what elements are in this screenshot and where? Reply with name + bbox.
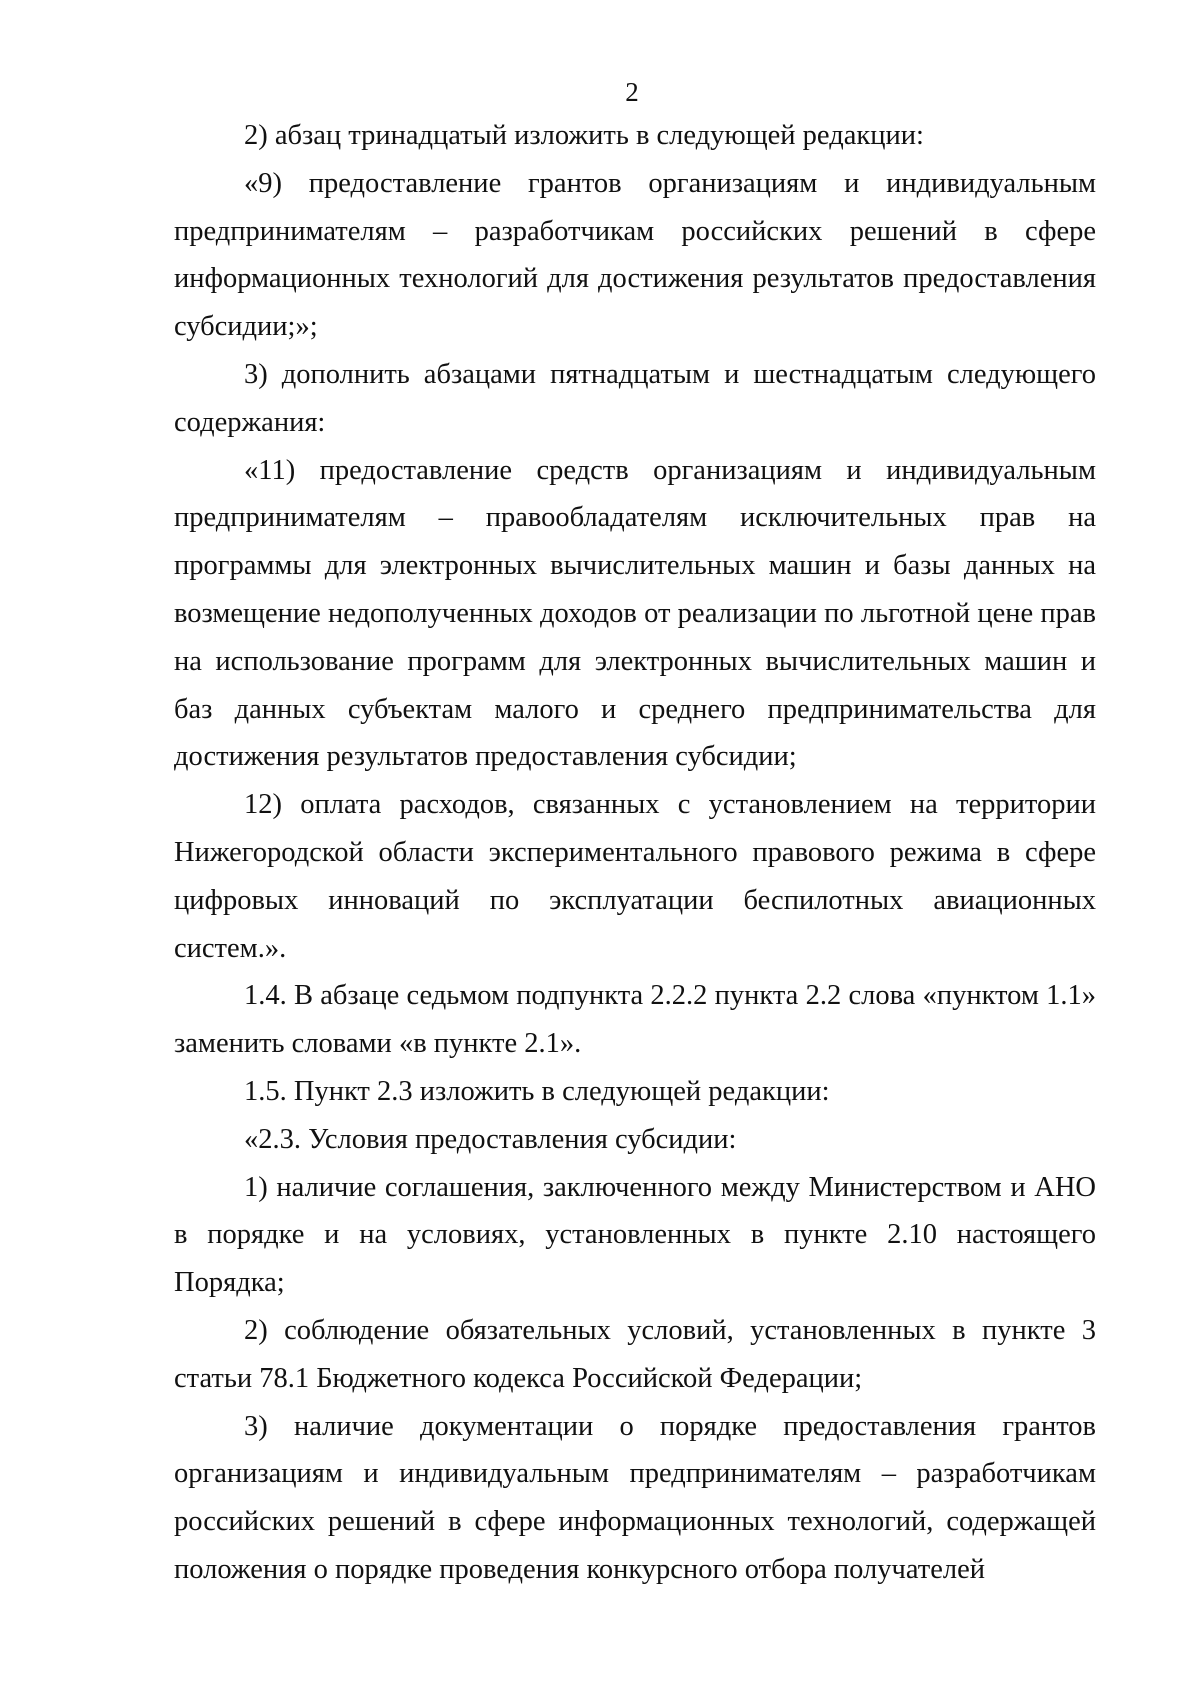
paragraph-1-4: 1.4. В абзаце седьмом подпункта 2.2.2 пункта 2.2 слова «пунктом 1.1» заменить словами «в пункте 2.1».: [174, 980, 1096, 1060]
paragraph-condition-3: 3) наличие документации о порядке предоставления грантов организациям и индивидуальным предпринимателям – разработчикам российских решений в сфере информационных технологий, содержащей положения о порядке проведения конкурсного отбора получателей: [174, 1410, 1096, 1585]
paragraph-item-3: 3) дополнить абзацами пятнадцатым и шестнадцатым следующего содержания:: [174, 358, 1096, 438]
paragraph-item-2: 2) абзац тринадцатый изложить в следующей редакции:: [244, 120, 924, 151]
page-number: 2: [625, 77, 639, 107]
paragraph-quote-11: «11) предоставление средств организациям и индивидуальным предпринимателям – правообладателям исключительных прав на программы для электронных вычислительных машин и базы данных на возмещение недополученных доходов от реализации по льготной цене прав на использование программ для электронных вычислительных машин и баз данных субъектам малого и среднего предпринимательства для достижения результатов предоставления субсидии;: [174, 454, 1096, 773]
paragraph-condition-1: 1) наличие соглашения, заключенного между Министерством и АНО в порядке и на условиях, установленных в пункте 2.10 настоящего Порядка;: [174, 1171, 1096, 1299]
paragraph-item-12: 12) оплата расходов, связанных с установлением на территории Нижегородской области экспериментального правового режима в сфере цифровых инноваций по эксплуатации беспилотных авиационных систем.».: [174, 789, 1096, 964]
paragraph-2-3-heading: «2.3. Условия предоставления субсидии:: [244, 1123, 737, 1155]
paragraph-1-5: 1.5. Пункт 2.3 изложить в следующей редакции:: [244, 1075, 830, 1107]
document-body: [174, 112, 1096, 1594]
paragraph-condition-2: 2) соблюдение обязательных условий, установленных в пункте 3 статьи 78.1 Бюджетного кодекса Российской Федерации;: [174, 1314, 1096, 1394]
paragraph-quote-9: «9) предоставление грантов организациям и индивидуальным предпринимателям – разработчикам российских решений в сфере информационных технологий для достижения результатов предоставления субсидии;»;: [174, 167, 1096, 343]
